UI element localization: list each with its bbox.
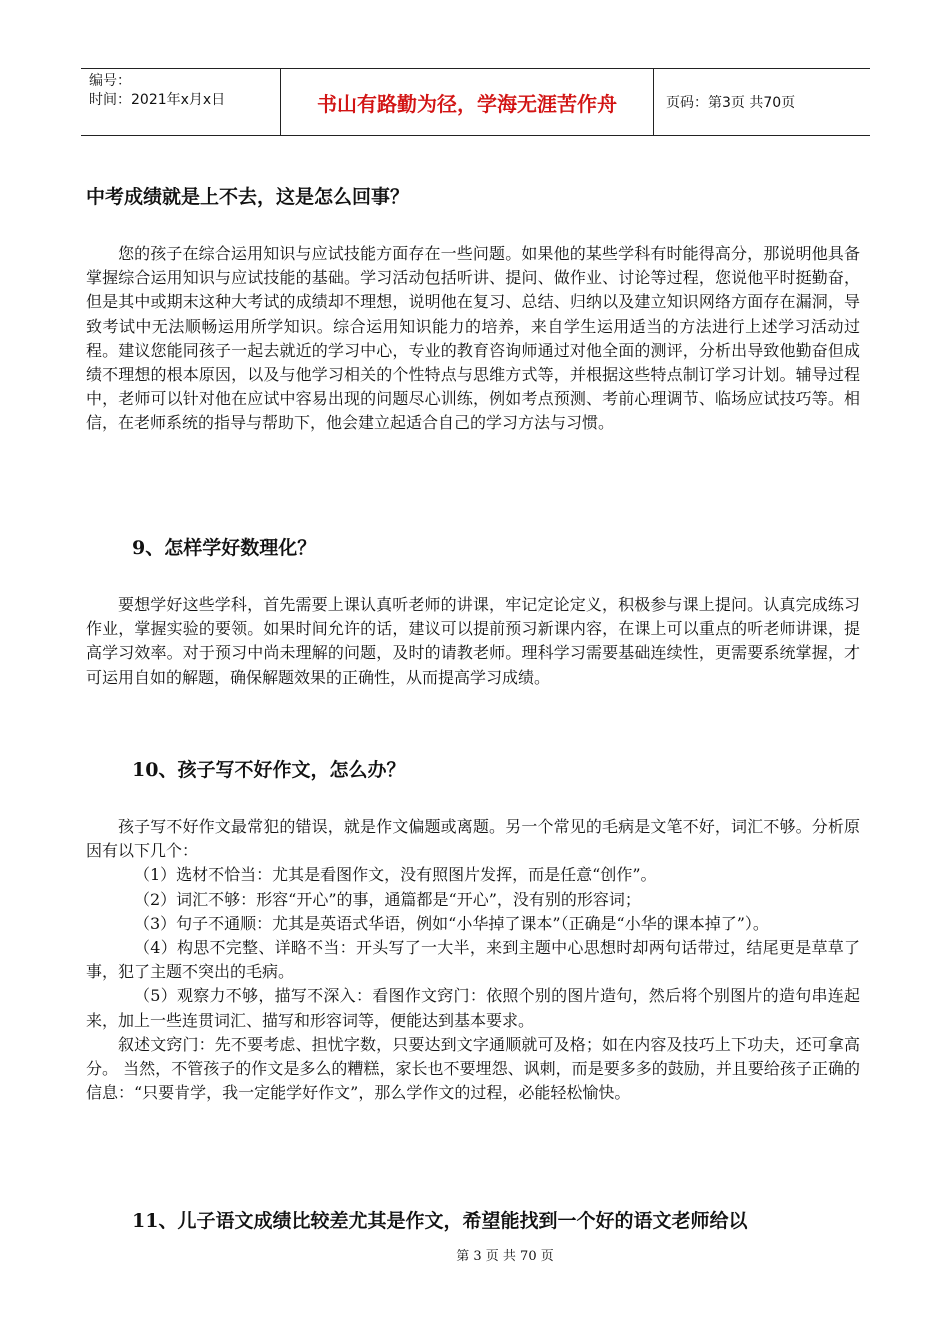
header-page-number: 页码：第3页 共70页 bbox=[666, 95, 796, 111]
header-motto: 书山有路勤为径，学海无涯苦作舟 bbox=[281, 69, 654, 135]
essay-tips-list bbox=[86, 815, 860, 1105]
page-footer: 第 3 页 共 70 页 bbox=[456, 1249, 554, 1264]
document-number-label: 编号： bbox=[89, 73, 131, 89]
list-closing: 叙述文窍门：先不要考虑、担忧字数，只要达到文字通顺就可及格；如在内容及技巧上下功夫，还可拿高分。 当然，不管孩子的作文是多么的糟糕，家长也不要埋怨、讽刺，而是要多多的鼓励，并且要给孩子正确的信息：“只要肯学，我一定能学好作文”，那么学作文的过程，必能轻松愉快。 bbox=[86, 1034, 860, 1103]
section-heading: 9、怎样学好数理化？ bbox=[132, 537, 317, 559]
list-item: （1）选材不恰当：尤其是看图作文，没有照图片发挥，而是任意“创作”。 bbox=[134, 865, 657, 885]
list-item: （2）词汇不够：形容“开心”的事，通篇都是“开心”，没有别的形容词； bbox=[134, 889, 641, 909]
section-heading: 11、儿子语文成绩比较差尤其是作文，希望能找到一个好的语文老师给以 bbox=[132, 1210, 748, 1232]
list-item: （4）构思不完整、详略不当：开头写了一大半，来到主题中心思想时却两句话带过，结尾更是草草了事，犯了主题不突出的毛病。 bbox=[86, 938, 860, 982]
header-meta bbox=[81, 69, 281, 135]
list-item: （5）观察力不够，描写不深入：看图作文窍门：依照个别的图片造句，然后将个别图片的造句串连起来，加上一些连贯词汇、描写和形容词等，便能达到基本要求。 bbox=[86, 986, 860, 1030]
page-header bbox=[81, 68, 870, 136]
body-paragraph: 您的孩子在综合运用知识与应试技能方面存在一些问题。如果他的某些学科有时能得高分，那说明他具备掌握综合运用知识与应试技能的基础。学习活动包括听讲、提问、做作业、讨论等过程，您说他平时挺勤奋，但是其中或期末这种大考试的成绩却不理想，说明他在复习、总结、归纳以及建立知识网络方面存在漏洞，导致考试中无法顺畅运用所学知识。综合运用知识能力的培养，来自学生运用适当的方法进行上述学习活动过程。建议您能同孩子一起去就近的学习中心，专业的教育咨询师通过对他全面的测评，分析出导致他勤奋但成绩不理想的根本原因，以及与他学习相关的个性特点与思维方式等，并根据这些特点制订学习计划。辅导过程中，老师可以针对他在应试中容易出现的问题尽心训练，例如考点预测、考前心理调节、临场应试技巧等。相信，在老师系统的指导与帮助下，他会建立起适合自己的学习方法与习惯。 bbox=[86, 244, 860, 433]
body-paragraph: 要想学好这些学科，首先需要上课认真听老师的讲课，牢记定论定义，积极参与课上提问。认真完成练习作业，掌握实验的要领。如果时间允许的话，建议可以提前预习新课内容，在课上可以重点的听老师讲课，提高学习效率。对于预习中尚未理解的问题，及时的请教老师。理科学习需要基础连续性，更需要系统掌握，才可运用自如的解题，确保解题效果的正确性，从而提高学习成绩。 bbox=[86, 595, 860, 687]
section-heading: 10、孩子写不好作文，怎么办？ bbox=[132, 759, 406, 781]
list-intro: 孩子写不好作文最常犯的错误，就是作文偏题或离题。另一个常见的毛病是文笔不好，词汇不够。分析原因有以下几个： bbox=[86, 817, 860, 861]
list-item: （3）句子不通顺：尤其是英语式华语，例如“小华掉了课本”（正确是“小华的课本掉了”）。 bbox=[134, 913, 769, 933]
section-heading: 中考成绩就是上不去，这是怎么回事？ bbox=[86, 186, 410, 208]
document-date: 时间：2021年x月x日 bbox=[89, 92, 226, 108]
